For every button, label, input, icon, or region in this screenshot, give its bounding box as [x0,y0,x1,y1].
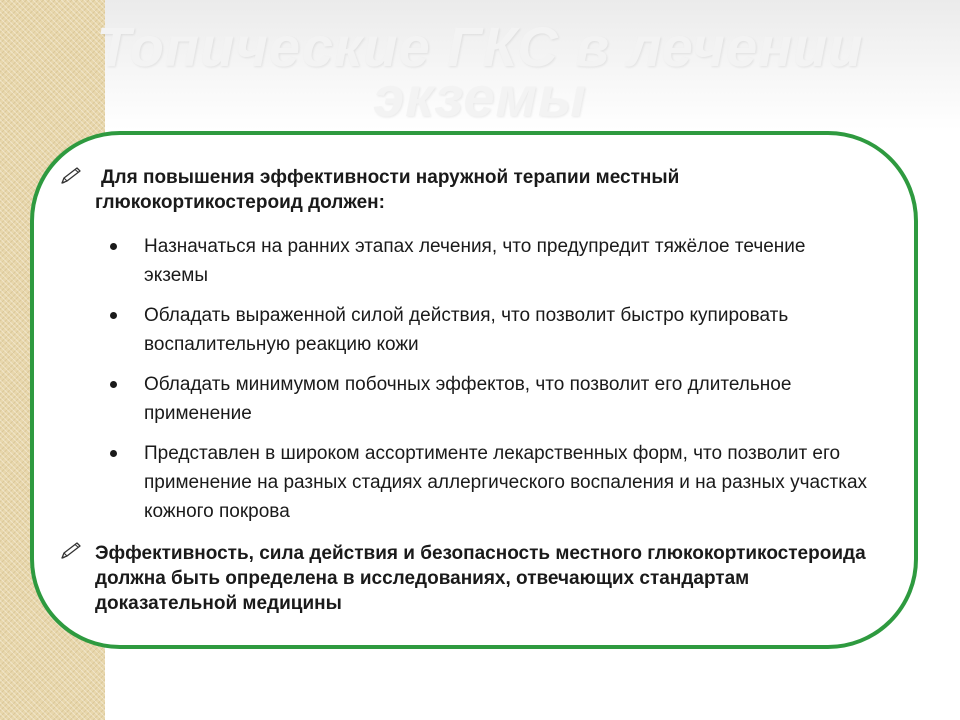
list-item-text: Назначаться на ранних этапах лечения, что предупредит тяжёлое течение экземы [144,236,806,286]
bullet-dot-icon [110,381,117,388]
requirements-list [108,232,868,526]
bullet-dot-icon [110,450,117,457]
list-item-text: Обладать выраженной силой действия, что позволит быстро купировать воспалительную реакцию кожи [144,305,789,355]
pencil-icon [59,166,83,186]
list-item [108,439,868,526]
list-item-text: Представлен в широком ассортименте лекарственных форм, что позволит его применение на разных стадиях аллергического воспаления и на разных участках кожного покрова [144,443,868,522]
list-item-text: Обладать минимумом побочных эффектов, что позволит его длительное применение [144,374,792,424]
pencil-icon [59,541,83,561]
list-item [108,370,868,428]
bullet-dot-icon [110,312,117,319]
slide-title: Топические ГКС в лечении экземы [96,15,864,128]
list-item [108,301,868,359]
intro-paragraph: Для повышения эффективности наружной терапии местный глюкокортикостероид должен: [95,167,680,213]
bullet-dot-icon [110,243,117,250]
list-item [108,232,868,290]
conclusion-paragraph: Эффективность, сила действия и безопасность местного глюкокортикостероида должна быть определена в исследованиях, отвечающих стандартам доказательной медицины [95,543,866,614]
